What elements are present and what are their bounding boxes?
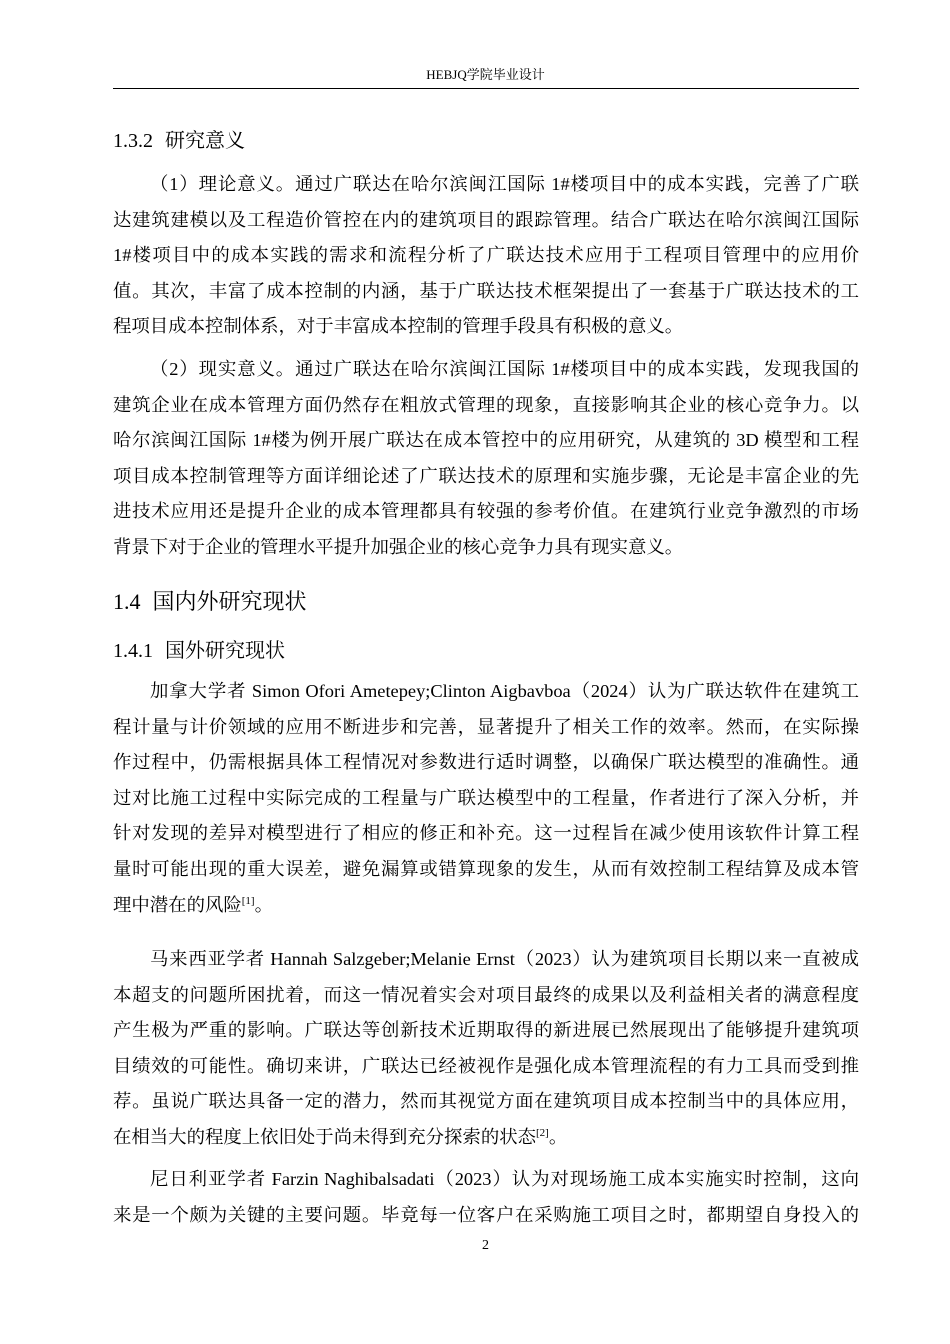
paragraph-theoretical-significance: [113, 167, 859, 345]
section-title: 国内外研究现状: [152, 590, 307, 615]
text-line: [113, 816, 859, 852]
paragraph-ametepey: [113, 674, 859, 923]
running-header: HEBJQ学院毕业设计: [426, 67, 545, 82]
section-number: 1.3.2: [113, 130, 153, 152]
section-title: 国外研究现状: [165, 638, 285, 662]
section-heading-1-4: [113, 585, 307, 616]
line-text: 程项目成本控制体系，对于丰富成本控制的管理手段具有积极的意义。: [113, 316, 684, 337]
line-text: 量时可能出现的重大误差，避免漏算或错算现象的发生，从而有效控制工程结算及成本管: [113, 858, 859, 879]
page-number: 2: [482, 1238, 489, 1253]
line-text: 达建筑建模以及工程造价管控在内的建筑项目的跟踪管理。结合广联达在哈尔滨闽江国际: [113, 209, 859, 230]
text-line: [113, 309, 859, 345]
line-text: 建筑企业在成本管理方面仍然存在粗放式管理的现象，直接影响其企业的核心竞争力。以: [113, 394, 859, 415]
text-line: [113, 238, 859, 274]
text-line: [113, 352, 859, 388]
line-text: 过对比施工过程中实际完成的工程量与广联达模型中的工程量，作者进行了深入分析，并: [113, 787, 859, 808]
line-text: 尼日利亚学者 Farzin Naghibalsadati（2023）认为对现场施工成本实施实时控制，这向: [150, 1169, 859, 1189]
paragraph-naghibalsadati: [113, 1162, 859, 1233]
line-text: 加拿大学者 Simon Ofori Ametepey;Clinton Aigbavboa（2024）认为广联达软件在建筑工: [150, 681, 859, 701]
line-text: 程计量与计价领域的应用不断进步和完善，显著提升了相关工作的效率。然而，在实际操: [113, 716, 859, 737]
section-title: 研究意义: [165, 128, 245, 152]
text-line: [113, 1120, 859, 1156]
line-text: 理中潜在的风险: [113, 894, 242, 915]
text-line: [113, 274, 859, 310]
line-text: 背景下对于企业的管理水平提升加强企业的核心竞争力具有现实意义。: [113, 536, 684, 557]
text-line: [113, 781, 859, 817]
line-text: 针对发现的差异对模型进行了相应的修正和补充。这一过程旨在减少使用该软件计算工程: [113, 823, 859, 844]
text-line: [113, 1198, 859, 1234]
line-text: 马来西亚学者 Hannah Salzgeber;Melanie Ernst（2023）认为建筑项目长期以来一直被成: [150, 949, 859, 969]
text-line: [113, 1013, 859, 1049]
line-text: 来是一个颇为关键的主要问题。毕竟每一位客户在采购施工项目之时，都期望自身投入的: [113, 1204, 859, 1225]
text-line: [113, 494, 859, 530]
text-line: [113, 423, 859, 459]
section-heading-1-4-1: [113, 634, 285, 663]
line-text: 产生极为严重的影响。广联达等创新技术近期取得的新进展已然展现出了能够提升建筑项: [113, 1020, 859, 1041]
line-text: （1）理论意义。通过广联达在哈尔滨闽江国际 1#楼项目中的成本实践，完善了广联: [150, 174, 859, 194]
text-line: [113, 1049, 859, 1085]
line-text: 作过程中，仍需根据具体工程情况对参数进行适时调整，以确保广联达模型的准确性。通: [113, 752, 859, 773]
text-line: [113, 888, 859, 924]
text-line: [113, 745, 859, 781]
line-text: 在相当大的程度上依旧处于尚未得到充分探索的状态: [113, 1126, 536, 1147]
line-text: 哈尔滨闽江国际 1#楼为例开展广联达在成本管控中的应用研究，从建筑的 3D 模型和工程: [113, 430, 859, 451]
text-line: [113, 167, 859, 203]
text-line: [113, 1162, 859, 1198]
line-text: 进技术应用还是提升企业的成本管理都具有较强的参考价值。在建筑行业竞争激烈的市场: [113, 501, 859, 522]
citation-reference[interactable]: [1]: [241, 894, 255, 907]
line-tail: 。: [548, 1126, 568, 1147]
paragraph-salzgeber: [113, 942, 859, 1156]
citation-reference[interactable]: [2]: [536, 1126, 549, 1139]
text-line: [113, 852, 859, 888]
text-line: [113, 674, 859, 710]
header-rule: [113, 88, 859, 89]
line-text: 值。其次，丰富了成本控制的内涵，基于广联达技术框架提出了一套基于广联达技术的工: [113, 280, 859, 301]
line-text: 荐。虽说广联达具备一定的潜力，然而其视觉方面在建筑项目成本控制当中的具体应用，: [113, 1091, 859, 1112]
text-line: [113, 978, 859, 1014]
text-line: [113, 459, 859, 495]
line-text: （2）现实意义。通过广联达在哈尔滨闽江国际 1#楼项目中的成本实践，发现我国的: [150, 359, 859, 379]
line-text: 项目成本控制管理等方面详细论述了广联达技术的原理和实施步骤，无论是丰富企业的先: [113, 465, 859, 486]
section-number: 1.4: [113, 589, 141, 614]
text-line: [113, 1084, 859, 1120]
text-line: [113, 388, 859, 424]
line-text: 本超支的问题所困扰着，而这一情况着实会对项目最终的成果以及利益相关者的满意程度: [113, 984, 859, 1005]
text-line: [113, 710, 859, 746]
text-line: [113, 530, 859, 566]
line-text: 目绩效的可能性。确切来讲，广联达已经被视作是强化成本管理流程的有力工具而受到推: [113, 1055, 859, 1076]
section-number: 1.4.1: [113, 640, 153, 662]
text-line: [113, 203, 859, 239]
paragraph-practical-significance: [113, 352, 859, 566]
section-heading-1-3-2: [113, 124, 245, 153]
text-line: [113, 942, 859, 978]
line-tail: 。: [254, 894, 273, 915]
line-text: 1#楼项目中的成本实践的需求和流程分析了广联达技术应用于工程项目管理中的应用价: [113, 245, 859, 266]
